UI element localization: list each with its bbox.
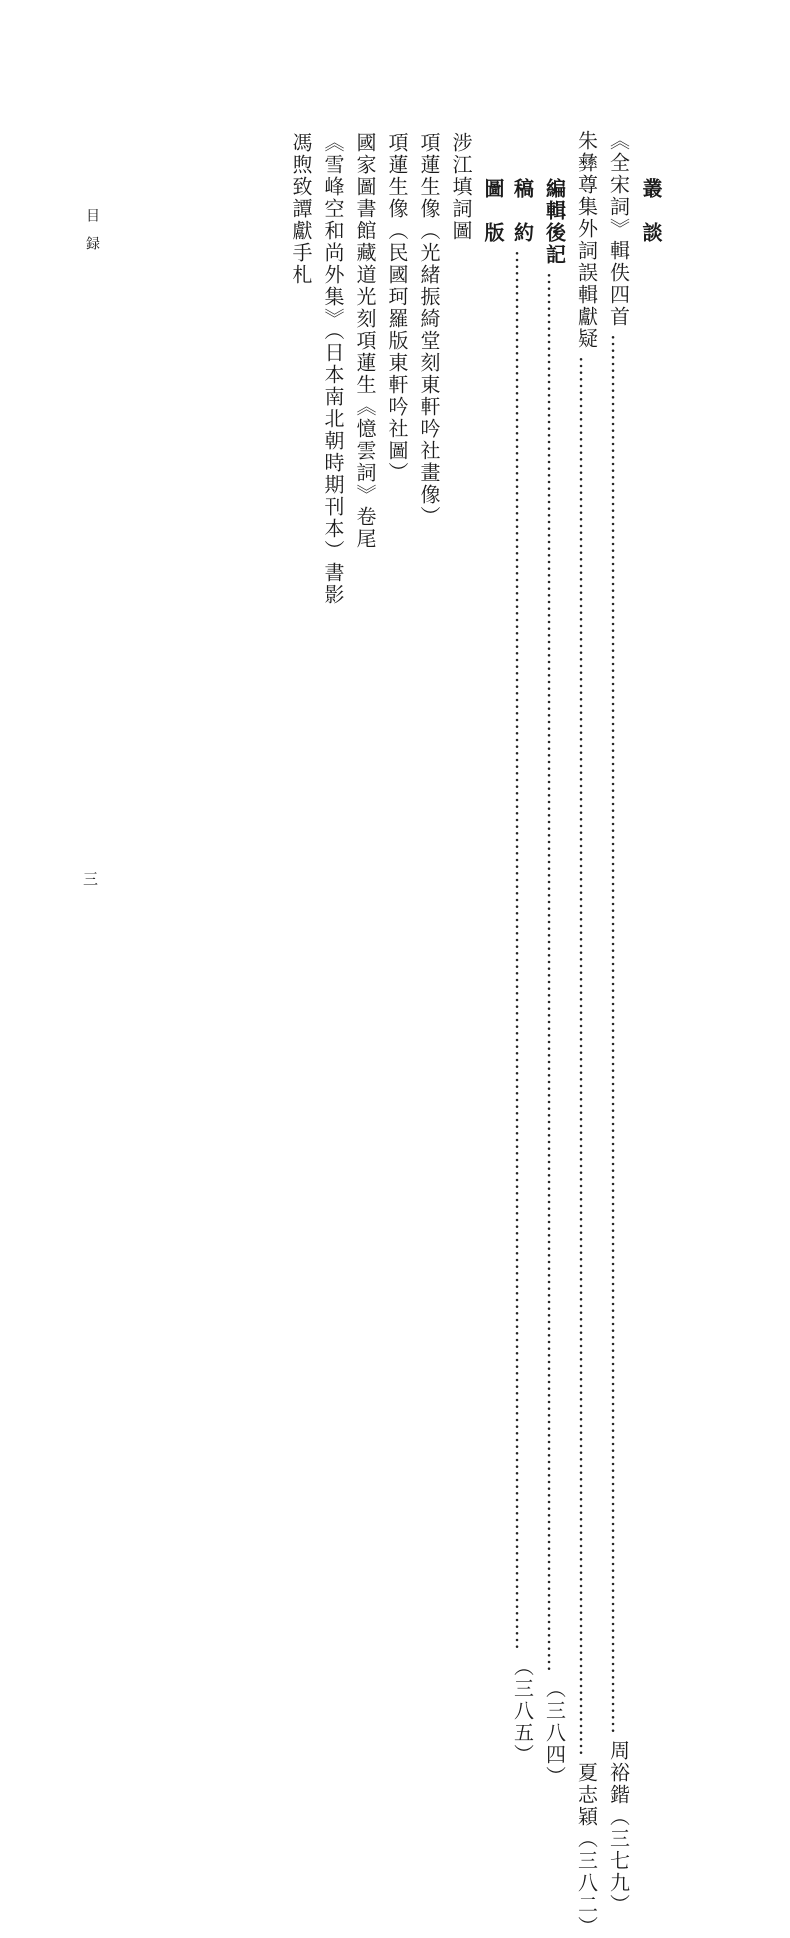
section-heading-tuban: 圖 版 — [481, 178, 505, 244]
toc-entry[interactable] — [574, 130, 600, 1938]
toc-leader-dots: ………………………………………………………………………………………………………………………………………………………………………………………… — [575, 356, 599, 1756]
toc-entry-title: 《全宋詞》輯佚四首 — [606, 130, 631, 328]
plate-item: 項蓮生像（民國珂羅版東軒吟社圖） — [385, 132, 409, 484]
toc-entry-page: （三八四） — [542, 1678, 567, 1788]
toc-entry-author: 周裕鍇 — [606, 1740, 631, 1806]
toc-leader-dots: ………………………………………………………………………………………………………………………………………………………………………………………… — [511, 250, 535, 1650]
toc-entry-title: 朱彝尊集外詞誤輯獻疑 — [574, 130, 599, 350]
plate-item: 馮煦致譚獻手札 — [289, 132, 313, 286]
toc-entry[interactable] — [606, 130, 632, 1916]
toc-entry-title: 稿 約 — [510, 178, 535, 244]
toc-entry-page: （三八二） — [574, 1828, 599, 1938]
toc-entry[interactable] — [542, 178, 568, 1788]
side-label-mulu: 目録 — [84, 208, 100, 264]
toc-leader-dots: ………………………………………………………………………………………………………………………………………………………………………………………… — [543, 272, 567, 1672]
plate-item: 項蓮生像（光緒振綺堂刻東軒吟社畫像） — [417, 132, 441, 528]
toc-entry-author: 夏志穎 — [574, 1762, 599, 1828]
toc-entry[interactable] — [510, 178, 536, 1766]
plate-item: 《雪峰空和尚外集》（日本南北朝時期刊本）書影 — [321, 132, 345, 606]
toc-entry-title: 編輯後記 — [542, 178, 567, 266]
plate-item: 國家圖書館藏道光刻項蓮生《憶雲詞》卷尾 — [353, 132, 377, 550]
section-heading-congtan: 叢 談 — [639, 178, 663, 244]
toc-entry-page: （三八五） — [510, 1656, 535, 1766]
toc-leader-dots: ………………………………………………………………………………………………………………………………………………………………………………………… — [607, 334, 631, 1734]
toc-entry-page: （三七九） — [606, 1806, 631, 1916]
plate-item: 涉江填詞圖 — [449, 132, 473, 242]
page-number: 三 — [83, 870, 99, 888]
